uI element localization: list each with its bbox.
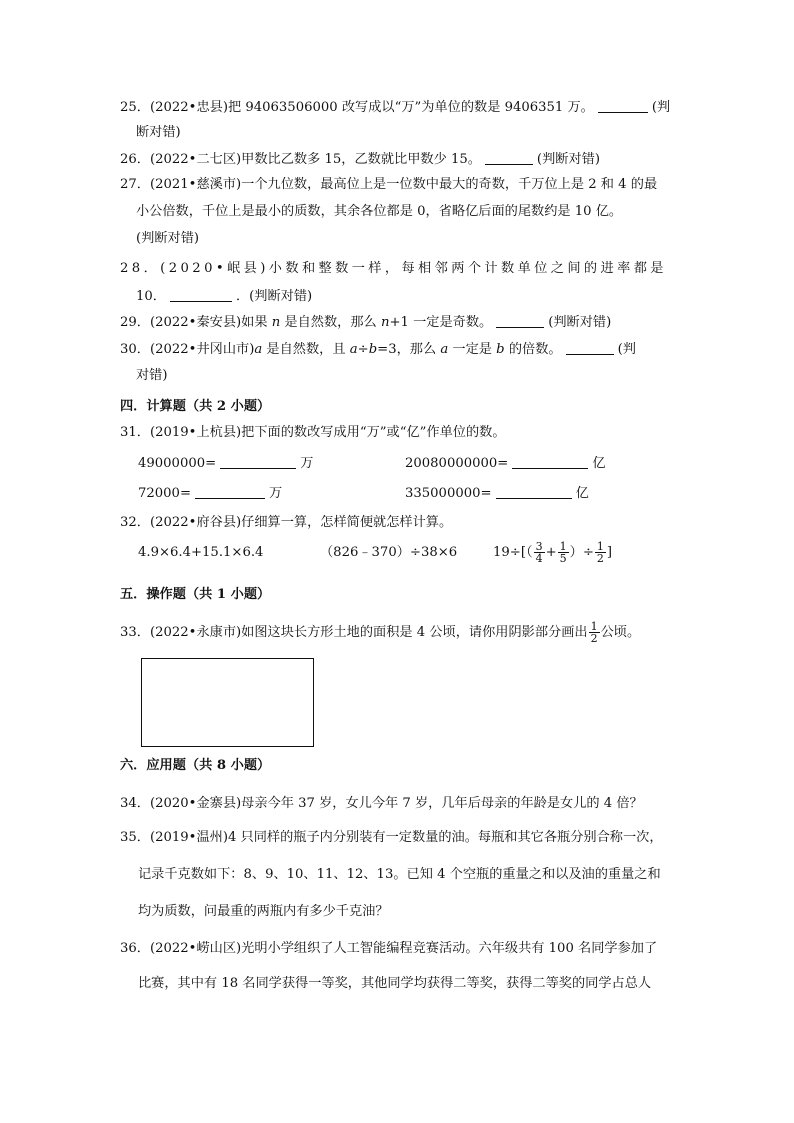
fraction-1-2: $\frac{1}{2}$ [596,540,604,565]
answer-blank[interactable] [496,484,572,499]
question-36-line-1: 36．(2022•崂山区)光明小学组织了人工智能编程竞赛活动。六年级共有 100 名同学参加了 [120,941,658,956]
question-32: 32．(2022•府谷县)仔细算一算，怎样简便就怎样计算。 [120,515,453,530]
q31-item-b: 20080000000= 亿 [405,456,606,471]
answer-blank[interactable] [485,150,533,165]
q32-expression-1: 4.9×6.4+15.1×6.4 [138,545,264,560]
q31-item-d: 335000000= 亿 [405,486,589,501]
section-5-heading: 五．操作题（共 1 小题） [120,587,271,602]
answer-blank[interactable] [220,454,296,469]
section-4-heading: 四．计算题（共 2 小题） [120,399,271,414]
q32-expression-2: （826﹣370）÷38×6 [320,545,458,560]
answer-blank[interactable] [195,484,265,499]
fraction-1-5: $\frac{1}{5}$ [559,540,567,565]
question-31: 31．(2019•上杭县)把下面的数改写成用“万”或“亿”作单位的数。 [120,425,506,440]
question-33: 33．(2022•永康市)如图这块长方形土地的面积是 4 公顷，请你用阴影部分画出 $\frac{1}{2}$ 公顷。 [120,620,641,645]
question-35-line-1: 35．(2019•温州)4 只同样的瓶子内分别装有一定数量的油。每瓶和其它各瓶分别合称一次， [120,830,663,845]
question-27-line-2: 小公倍数，千位上是最小的质数，其余各位都是 0，省略亿后面的尾数约是 10 亿。 [136,204,623,219]
question-36-line-2: 比赛，其中有 18 名同学获得一等奖，其他同学均获得二等奖，获得二等奖的同学占总人 [138,976,652,991]
question-34: 34．(2020•金寨县)母亲今年 37 岁，女儿今年 7 岁，几年后母亲的年龄是女儿的 4 倍？ [120,796,643,811]
question-27-line-1: 27．(2021•慈溪市)一个九位数，最高位上是一位数中最大的奇数，千万位上是 2 和 4 的最 [120,177,658,192]
q32-expression-3: 19÷[（ $\frac{3}{4}$ + $\frac{1}{5}$ ）÷ $\frac{1}{2}$ ] [493,540,613,565]
q31-item-a: 49000000= 万 [138,456,314,471]
fraction-3-4: $\frac{3}{4}$ [535,540,543,565]
question-35-line-2: 记录千克数如下：8、9、10、11、12、13。已知 4 个空瓶的重量之和以及油的重量之和 [138,867,661,882]
fraction-half: $\frac{1}{2}$ [590,620,598,645]
rectangle-land-figure[interactable] [141,658,314,747]
question-28-line-1: 28．(2020•岷县)小数和整数一样，每相邻两个计数单位之间的进率都是 [120,261,667,276]
question-27-line-3: (判断对错) [136,231,200,246]
question-28-line-2: 10． ．(判断对错) [136,289,313,304]
question-25-line-1: 25．(2022•忠县)把 94063506000 改写成以“万”为单位的数是 9406351 万。 (判 [120,100,671,115]
question-29: 29．(2022•秦安县)如果 n 是自然数，那么 n+1 一定是奇数。 (判断对错) [120,315,612,330]
question-30-line-2: 对错) [136,368,168,383]
q31-item-c: 72000= 万 [138,486,283,501]
answer-blank[interactable] [598,98,648,113]
answer-blank[interactable] [566,340,614,355]
question-35-line-3: 均为质数，问最重的两瓶内有多少千克油？ [138,904,389,919]
question-25-line-2: 断对错) [136,125,181,140]
answer-blank[interactable] [512,454,588,469]
answer-blank[interactable] [496,313,544,328]
answer-blank[interactable] [170,287,232,302]
section-6-heading: 六．应用题（共 8 小题） [120,758,271,773]
question-30-line-1: 30．(2022•井冈山市)a 是自然数，且 a÷b=3，那么 a 一定是 b 的倍数。 (判 [120,342,636,357]
question-26: 26．(2022•二七区)甲数比乙数多 15，乙数就比甲数少 15。 (判断对错) [120,152,600,167]
